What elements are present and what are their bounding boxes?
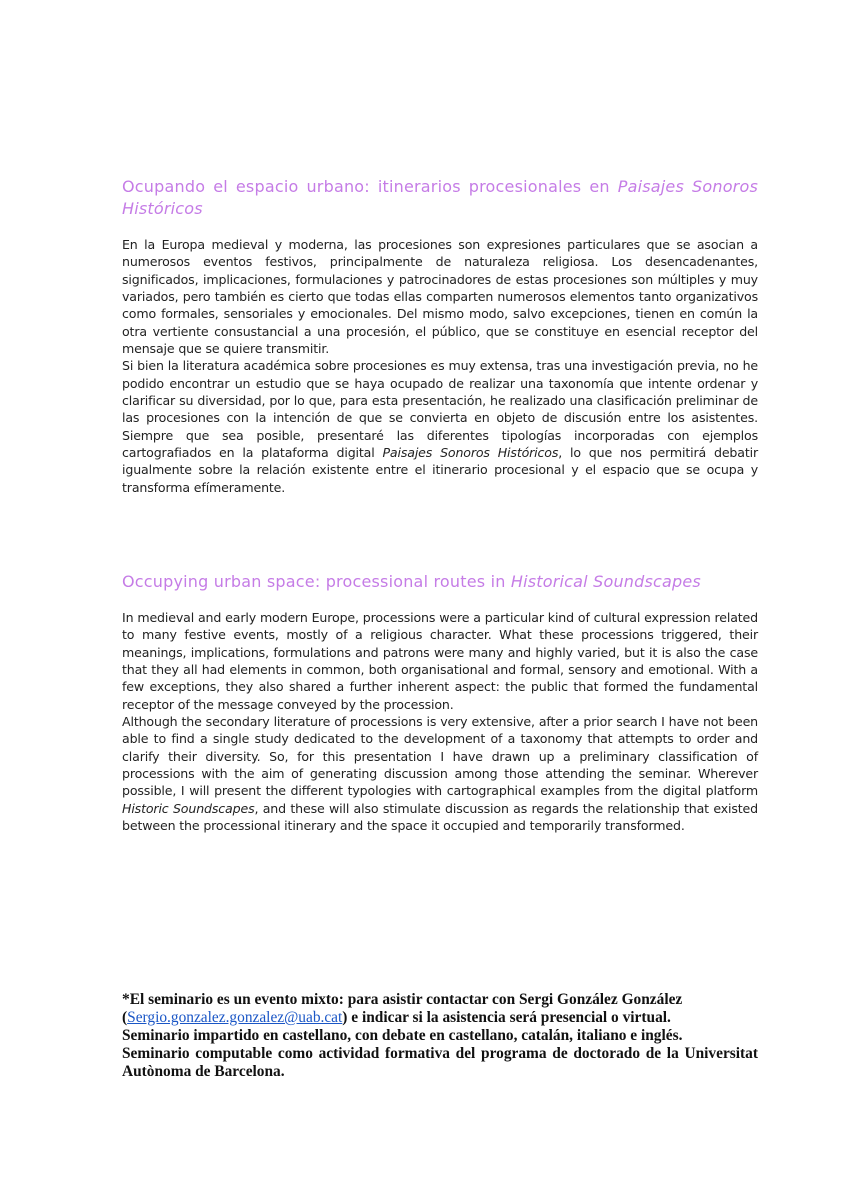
note-line-3: Seminario impartido en castellano, con debate en castellano, catalán, italiano e inglés. [122, 1027, 683, 1044]
spanish-paragraph-2 [122, 357, 758, 496]
english-section [122, 571, 758, 834]
english-paragraph-2 [122, 713, 758, 834]
title-text: Ocupando el espacio urbano: itinerarios procesionales en [122, 177, 618, 196]
english-title [122, 571, 758, 593]
paren: ( [122, 1009, 128, 1026]
platform-name: Paisajes Sonoros Históricos [382, 445, 559, 461]
title-italic: Historical Soundscapes [510, 572, 701, 591]
note-line-2 [122, 1009, 758, 1027]
seminar-notes [122, 991, 758, 1081]
platform-name: Historic Soundscapes [122, 800, 255, 816]
note-line-4: Seminario computable como actividad formativa del programa de doctorado de la Universitat Autònoma de Barcelona. [122, 1045, 758, 1080]
email-link[interactable]: Sergio.gonzalez.gonzalez@uab.cat [127, 1009, 343, 1026]
spanish-section [122, 176, 758, 496]
paragraph-text: Although the secondary literature of processions is very extensive, after a prior search I have not been able to find a single study dedicated to the development of a taxonomy that attempts to order and clarify their diversity. So, for this presentation I have drawn up a preliminary classification of processions with the aim of generating discussion among those attending the seminar. Wherever possible, I will present the different typologies with cartographical examples from the digital platform [122, 714, 758, 799]
english-paragraph-1: In medieval and early modern Europe, processions were a particular kind of cultural expression related to many festive events, mostly of a religious character. What these processions triggered, their meanings, implications, formulations and patrons were many and highly varied, but it is also the case that they all had elements in common, both organisational and formal, sensory and emotional. With a few exceptions, they also shared a further inherent aspect: the public that formed the fundamental receptor of the message conveyed by the procession. [122, 610, 758, 712]
paragraph-text: Si bien la literatura académica sobre procesiones es muy extensa, tras una investigación previa, no he podido encontrar un estudio que se haya ocupado de realizar una taxonomía que intente ordenar y clarificar su diversidad, por lo que, para esta presentación, he realizado una clasificación preliminar de las procesiones con la intención de que se convierta en objeto de discusión entre los asistentes. Siempre que sea posible, presentaré las diferentes tipologías incorporadas con ejemplos cartografiados en la plataforma digital [122, 358, 758, 461]
note-text: ) e indicar si la asistencia será presencial o virtual. [342, 1009, 671, 1026]
title-text: Occupying urban space: processional routes in [122, 572, 511, 591]
title-italic: Paisajes Sonoros Históricos [122, 177, 758, 218]
note-line-1: *El seminario es un evento mixto: para asistir contactar con Sergi González González [122, 991, 683, 1008]
paragraph-text: , lo que nos permitirá debatir igualmente sobre la relación existente entre el itinerario procesional y el espacio que se ocupa y transforma efímeramente. [122, 445, 759, 495]
paragraph-text: , and these will also stimulate discussion as regards the relationship that existed between the processional itinerary and the space it occupied and temporarily transformed. [122, 800, 758, 834]
spanish-title [122, 176, 758, 220]
spanish-paragraph-1: En la Europa medieval y moderna, las procesiones son expresiones particulares que se asocian a numerosos eventos festivos, principalmente de naturaleza religiosa. Los desencadenantes, significados, implicaciones, formulaciones y patrocinadores de estas procesiones son múltiples y muy variados, pero también es cierto que todas ellas comparten numerosos elementos tanto organizativos como formales, sensoriales y emocionales. Del mismo modo, salvo excepciones, tienen en común la otra vertiente consustancial a una procesión, el público, que se constituye en esencial receptor del mensaje que se quiere transmitir. [122, 237, 758, 357]
